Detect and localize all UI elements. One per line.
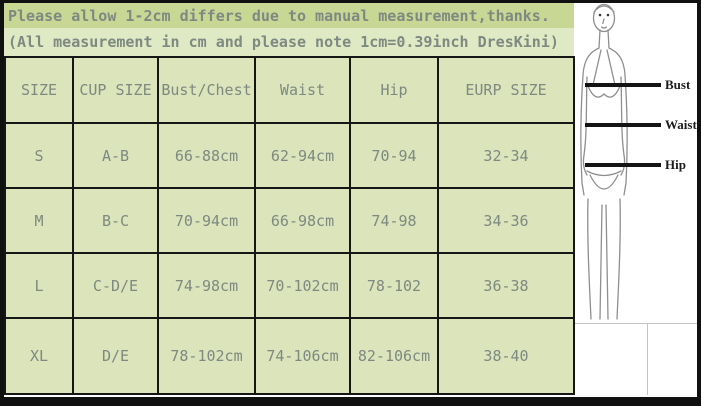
frame-right-border [697,0,701,406]
header-size: SIZE [6,58,72,122]
cell-l-waist: 70-102cm [256,254,349,317]
cell-m-hip: 74-98 [351,189,437,252]
frame-bottom-border [0,397,701,406]
empty-cell-grid-line-horizontal [575,323,697,324]
header-eurp-size: EURP SIZE [439,58,573,122]
cell-xl-waist: 74-106cm [256,319,349,393]
cell-s-size: S [6,124,72,187]
size-table [4,56,575,395]
cell-m-bust: 70-94cm [159,189,254,252]
cell-l-size: L [6,254,72,317]
cell-l-cup: C-D/E [74,254,157,317]
cell-s-bust: 66-88cm [159,124,254,187]
notice-line-2: (All measurement in cm and please note 1cm=0.39inch DresKini) [4,28,574,56]
body-measurement-figure [575,3,697,397]
hip-label: Hip [665,157,686,172]
frame-top-border [0,0,701,3]
cell-m-size: M [6,189,72,252]
cell-s-cup: A-B [74,124,157,187]
cell-s-hip: 70-94 [351,124,437,187]
cell-xl-size: XL [6,319,72,393]
cell-s-eurp: 32-34 [439,124,573,187]
cell-m-waist: 66-98cm [256,189,349,252]
cell-xl-cup: D/E [74,319,157,393]
cell-s-waist: 62-94cm [256,124,349,187]
cell-xl-bust: 78-102cm [159,319,254,393]
cell-m-eurp: 34-36 [439,189,573,252]
waist-label: Waist [665,117,697,132]
hip-measure-line [585,163,661,167]
cell-l-hip: 78-102 [351,254,437,317]
cell-l-bust: 74-98cm [159,254,254,317]
bust-label: Bust [665,77,691,92]
header-cup-size: CUP SIZE [74,58,157,122]
notice-line-1: Please allow 1-2cm differs due to manual measurement,thanks. [4,3,574,28]
cell-xl-hip: 82-106cm [351,319,437,393]
header-bust-chest: Bust/Chest [159,58,254,122]
frame-left-border [0,0,4,406]
header-hip: Hip [351,58,437,122]
waist-measure-line [585,123,661,127]
cell-l-eurp: 36-38 [439,254,573,317]
header-waist: Waist [256,58,349,122]
bust-measure-line [585,83,661,87]
empty-cell-grid-line-vertical [647,323,648,397]
cell-xl-eurp: 38-40 [439,319,573,393]
cell-m-cup: B-C [74,189,157,252]
